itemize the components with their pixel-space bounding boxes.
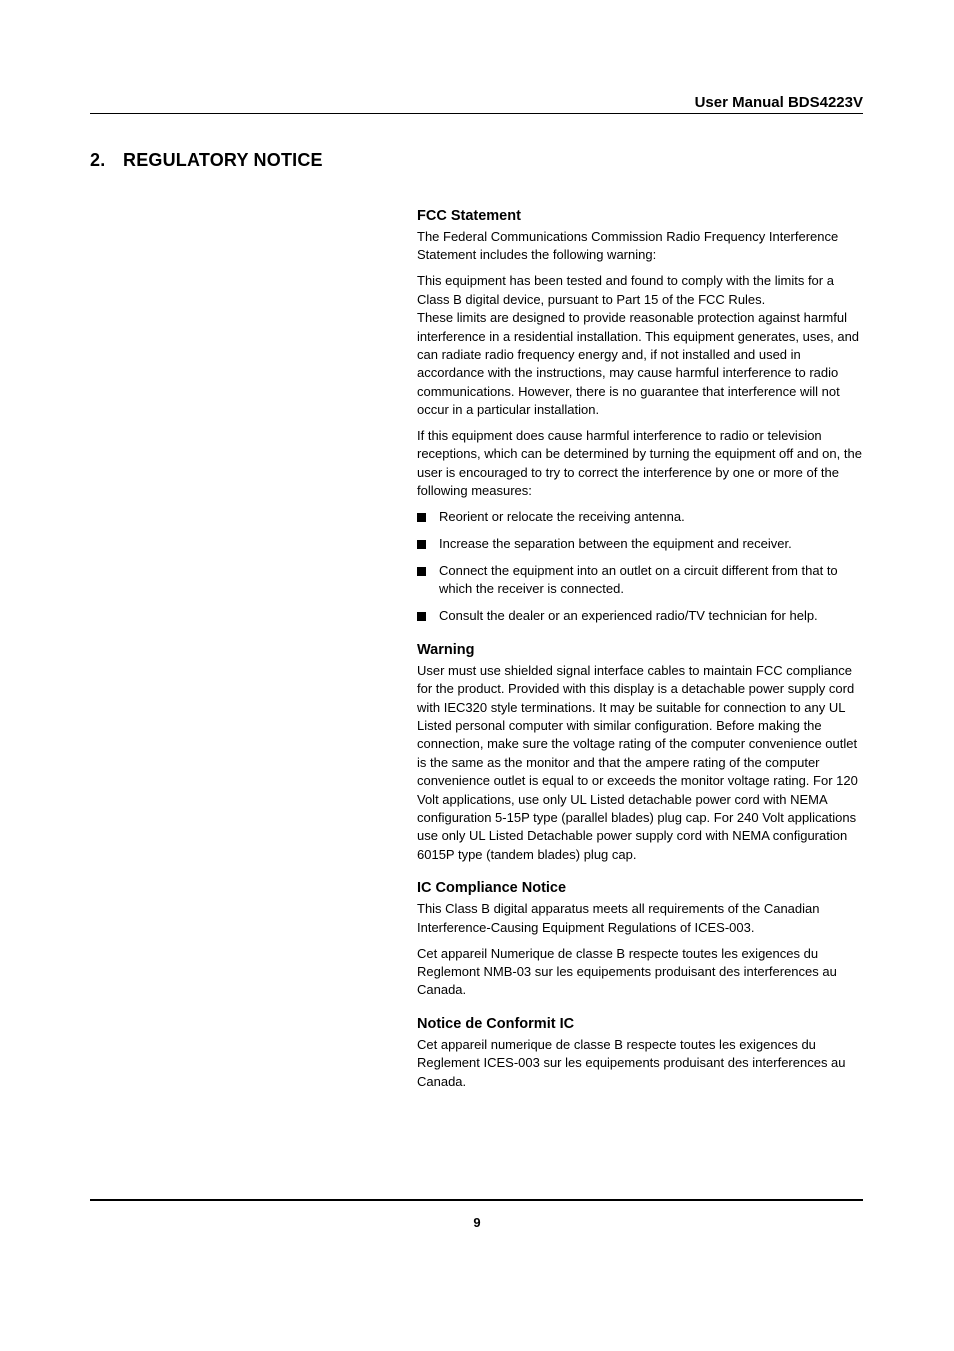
section-title xyxy=(90,150,323,171)
list-item xyxy=(417,508,863,526)
ic-compliance-heading: IC Compliance Notice xyxy=(417,880,567,897)
list-item-text: Connect the equipment into an outlet on a circuit different from that to which the receiver is connected. xyxy=(439,563,838,597)
fcc-statement-heading: FCC Statement xyxy=(417,208,521,224)
ic-compliance-block xyxy=(417,879,863,1000)
ic-compliance-paragraph-en: This Class B digital apparatus meets all requirements of the Canadian Interference-Causing Equipment Regulations of ICES-003. xyxy=(417,901,820,935)
fcc-compliance-line1: This equipment has been tested and found to comply with the limits for a Class B digital device, pursuant to Part 15 of the FCC Rules. xyxy=(417,273,834,307)
fcc-measures-paragraph: If this equipment does cause harmful interference to radio or television receptions, which can be determined by turning the equipment off and on, the user is encouraged to try to correct the interference by one or more of the following measures: xyxy=(417,428,862,499)
fcc-measures-list xyxy=(417,508,863,626)
main-content xyxy=(417,207,863,1106)
list-item-text: Consult the dealer or an experienced radio/TV technician for help. xyxy=(439,608,818,624)
notice-de-conformit-block xyxy=(417,1015,863,1091)
square-bullet-icon xyxy=(417,567,426,576)
footer-divider xyxy=(90,1199,863,1201)
fcc-compliance-paragraph xyxy=(417,272,863,419)
list-item-text: Reorient or relocate the receiving antenna. xyxy=(439,509,685,525)
fcc-intro-paragraph: The Federal Communications Commission Radio Frequency Interference Statement includes the following warning: xyxy=(417,229,839,263)
square-bullet-icon xyxy=(417,513,426,522)
list-item xyxy=(417,607,863,625)
header-divider xyxy=(90,113,863,114)
ic-compliance-paragraph-fr: Cet appareil Numerique de classe B respecte toutes les exigences du Reglemont NMB-03 sur les equipements produisant des interferences au Canada. xyxy=(417,945,837,998)
list-item xyxy=(417,562,863,599)
section-number: 2. xyxy=(90,150,106,170)
square-bullet-icon xyxy=(417,612,426,621)
warning-paragraph: User must use shielded signal interface cables to maintain FCC compliance for the product. Provided with this display is a detachable power supply cord with IEC320 style terminations. It may be suitable for connection to any UL Listed personal computer with similar configuration. Before making the connection, make sure the voltage rating of the computer convenience outlet is the same as the monitor and that the ampere rating of the computer convenience outlet is equal to or exceeds the monitor voltage rating. For 120 Volt applications, use only UL Listed detachable power cord with NEMA configuration 5-15P type (parallel blades) plug cap. For 240 Volt applications use only UL Listed Detachable power supply cord with NEMA configuration 6015P type (tandem blades) plug cap. xyxy=(417,662,858,862)
page-number: 9 xyxy=(473,1215,481,1230)
square-bullet-icon xyxy=(417,540,426,549)
warning-block xyxy=(417,641,863,864)
list-item xyxy=(417,535,863,553)
notice-de-conformit-heading: Notice de Conformit IC xyxy=(417,1015,575,1032)
list-item-text: Increase the separation between the equipment and receiver. xyxy=(439,536,792,552)
warning-heading: Warning xyxy=(417,641,475,658)
section-title-text: REGULATORY NOTICE xyxy=(123,150,323,170)
fcc-statement-block xyxy=(417,207,863,626)
fcc-compliance-line2: These limits are designed to provide reasonable protection against harmful interference in a residential installation. This equipment generates, uses, and can radiate radio frequency energy and, if not installed and used in accordance with the instructions, may cause harmful interference to radio communications. However, there is no guarantee that interference will not occur in a particular installation. xyxy=(417,310,860,418)
notice-de-conformit-paragraph: Cet appareil numerique de classe B respecte toutes les exigences du Reglement ICES-003 sur les equipements produisant des interferences au Canada. xyxy=(417,1036,846,1089)
document-header-title: User Manual BDS4223V xyxy=(694,94,863,111)
